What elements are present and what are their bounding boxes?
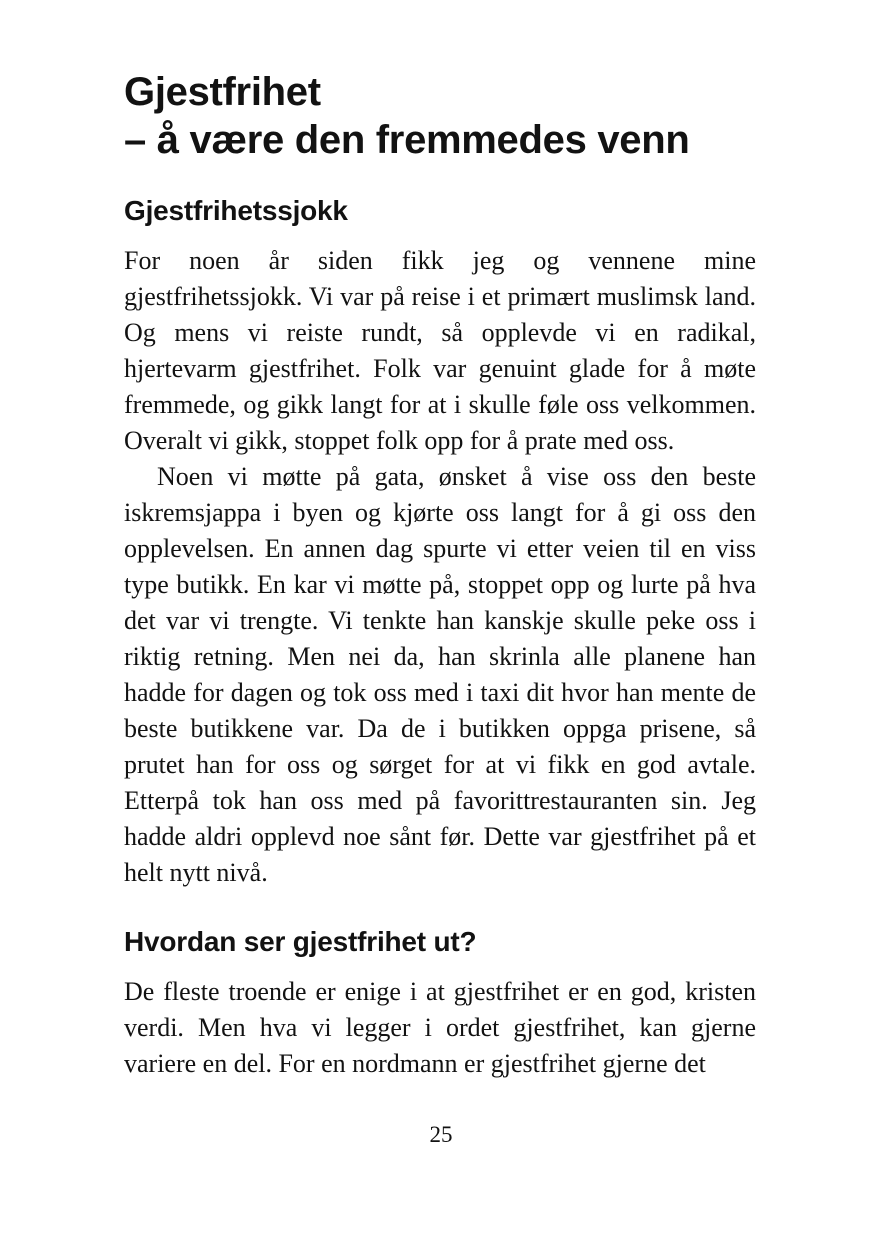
page-content	[124, 0, 756, 1082]
chapter-title	[124, 68, 756, 164]
chapter-title-line-1: Gjestfrihet	[124, 70, 321, 114]
body-paragraph: Noen vi møtte på gata, ønsket å vise oss den beste iskremsjappa i byen og kjørte oss langt for å gi oss den opplevelsen. En annen dag spurte vi etter veien til en viss type butikk. En kar vi møtte på, stoppet opp og lurte på hva det var vi trengte. Vi tenkte han kanskje skulle peke oss i riktig retning. Men nei da, han skrinla alle planene han hadde for dagen og tok oss med i taxi dit hvor han mente de beste butikkene var. Da de i butikken oppga prisene, så prutet han for oss og sørget for at vi fikk en god avtale. Etterpå tok han oss med på favorittrestauranten sin. Jeg hadde aldri opplevd noe sånt før. Dette var gjestfrihet på et helt nytt nivå.	[124, 462, 756, 887]
page-number: 25	[429, 1122, 453, 1147]
chapter-title-line-2: – å være den fremmedes venn	[124, 118, 690, 162]
section-heading-gjestfrihetssjokk: Gjestfrihetssjokk	[124, 195, 348, 226]
section-heading-hvordan-ser-gjestfrihet-ut: Hvordan ser gjestfrihet ut?	[124, 926, 477, 957]
body-paragraph: De fleste troende er enige i at gjestfrihet er en god, kristen verdi. Men hva vi legger i ordet gjestfrihet, kan gjerne variere en del. For en nordmann er gjestfrihet gjerne det	[124, 977, 756, 1078]
body-paragraph: For noen år siden fikk jeg og vennene mine gjestfrihetssjokk. Vi var på reise i et primært muslimsk land. Og mens vi reiste rundt, så opplevde vi en radikal, hjertevarm gjestfrihet. Folk var genuint glade for å møte fremmede, og gikk langt for at i skulle føle oss velkommen. Overalt vi gikk, stoppet folk opp for å prate med oss.	[124, 246, 756, 455]
